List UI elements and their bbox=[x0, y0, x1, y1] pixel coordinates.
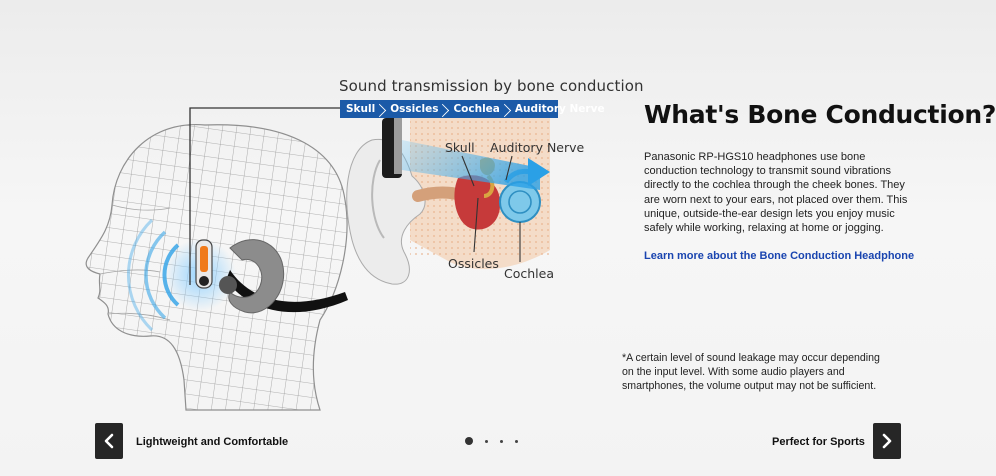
label-cochlea: Cochlea bbox=[504, 266, 554, 281]
label-ossicles: Ossicles bbox=[448, 256, 499, 271]
carousel-prev-label[interactable]: Lightweight and Comfortable bbox=[136, 436, 289, 448]
carousel-prev-button[interactable] bbox=[95, 423, 123, 459]
carousel-dot-2[interactable] bbox=[485, 440, 488, 443]
sound-leakage-note: *A certain level of sound leakage may occur depending on the input level. With some audio players and smartphones, the volume output may not be sufficient. bbox=[622, 352, 880, 392]
carousel-next-label[interactable]: Perfect for Sports bbox=[772, 436, 865, 448]
section-heading: What's Bone Conduction? bbox=[644, 100, 996, 129]
conduction-path-bar bbox=[340, 100, 605, 118]
label-skull: Skull bbox=[445, 140, 475, 155]
section-description: Panasonic RP-HGS10 headphones use bone conduction technology to transmit sound vibrations directly to the cochlea through the cheek bones. They are worn next to your ears, not placed over them. This unique, outside-the-ear design lets you enjoy music safely while working, relaxing at home or jogging. bbox=[644, 151, 908, 235]
carousel-dot-1[interactable] bbox=[465, 437, 473, 445]
carousel-dot-3[interactable] bbox=[500, 440, 503, 443]
path-step-auditory-nerve: Auditory Nerve bbox=[514, 103, 605, 115]
path-step-skull: Skull bbox=[340, 103, 384, 115]
carousel-next-button[interactable] bbox=[873, 423, 901, 459]
path-step-cochlea: Cochlea bbox=[447, 103, 508, 115]
label-auditory-nerve: Auditory Nerve bbox=[490, 140, 585, 155]
diagram-title: Sound transmission by bone conduction bbox=[339, 77, 644, 95]
learn-more-link[interactable]: Learn more about the Bone Conduction Headphone bbox=[644, 250, 915, 262]
chevron-right-icon bbox=[881, 433, 893, 449]
carousel-pagination bbox=[465, 437, 518, 445]
chevron-left-icon bbox=[103, 433, 115, 449]
carousel-dot-4[interactable] bbox=[515, 440, 518, 443]
path-step-ossicles: Ossicles bbox=[384, 103, 447, 115]
